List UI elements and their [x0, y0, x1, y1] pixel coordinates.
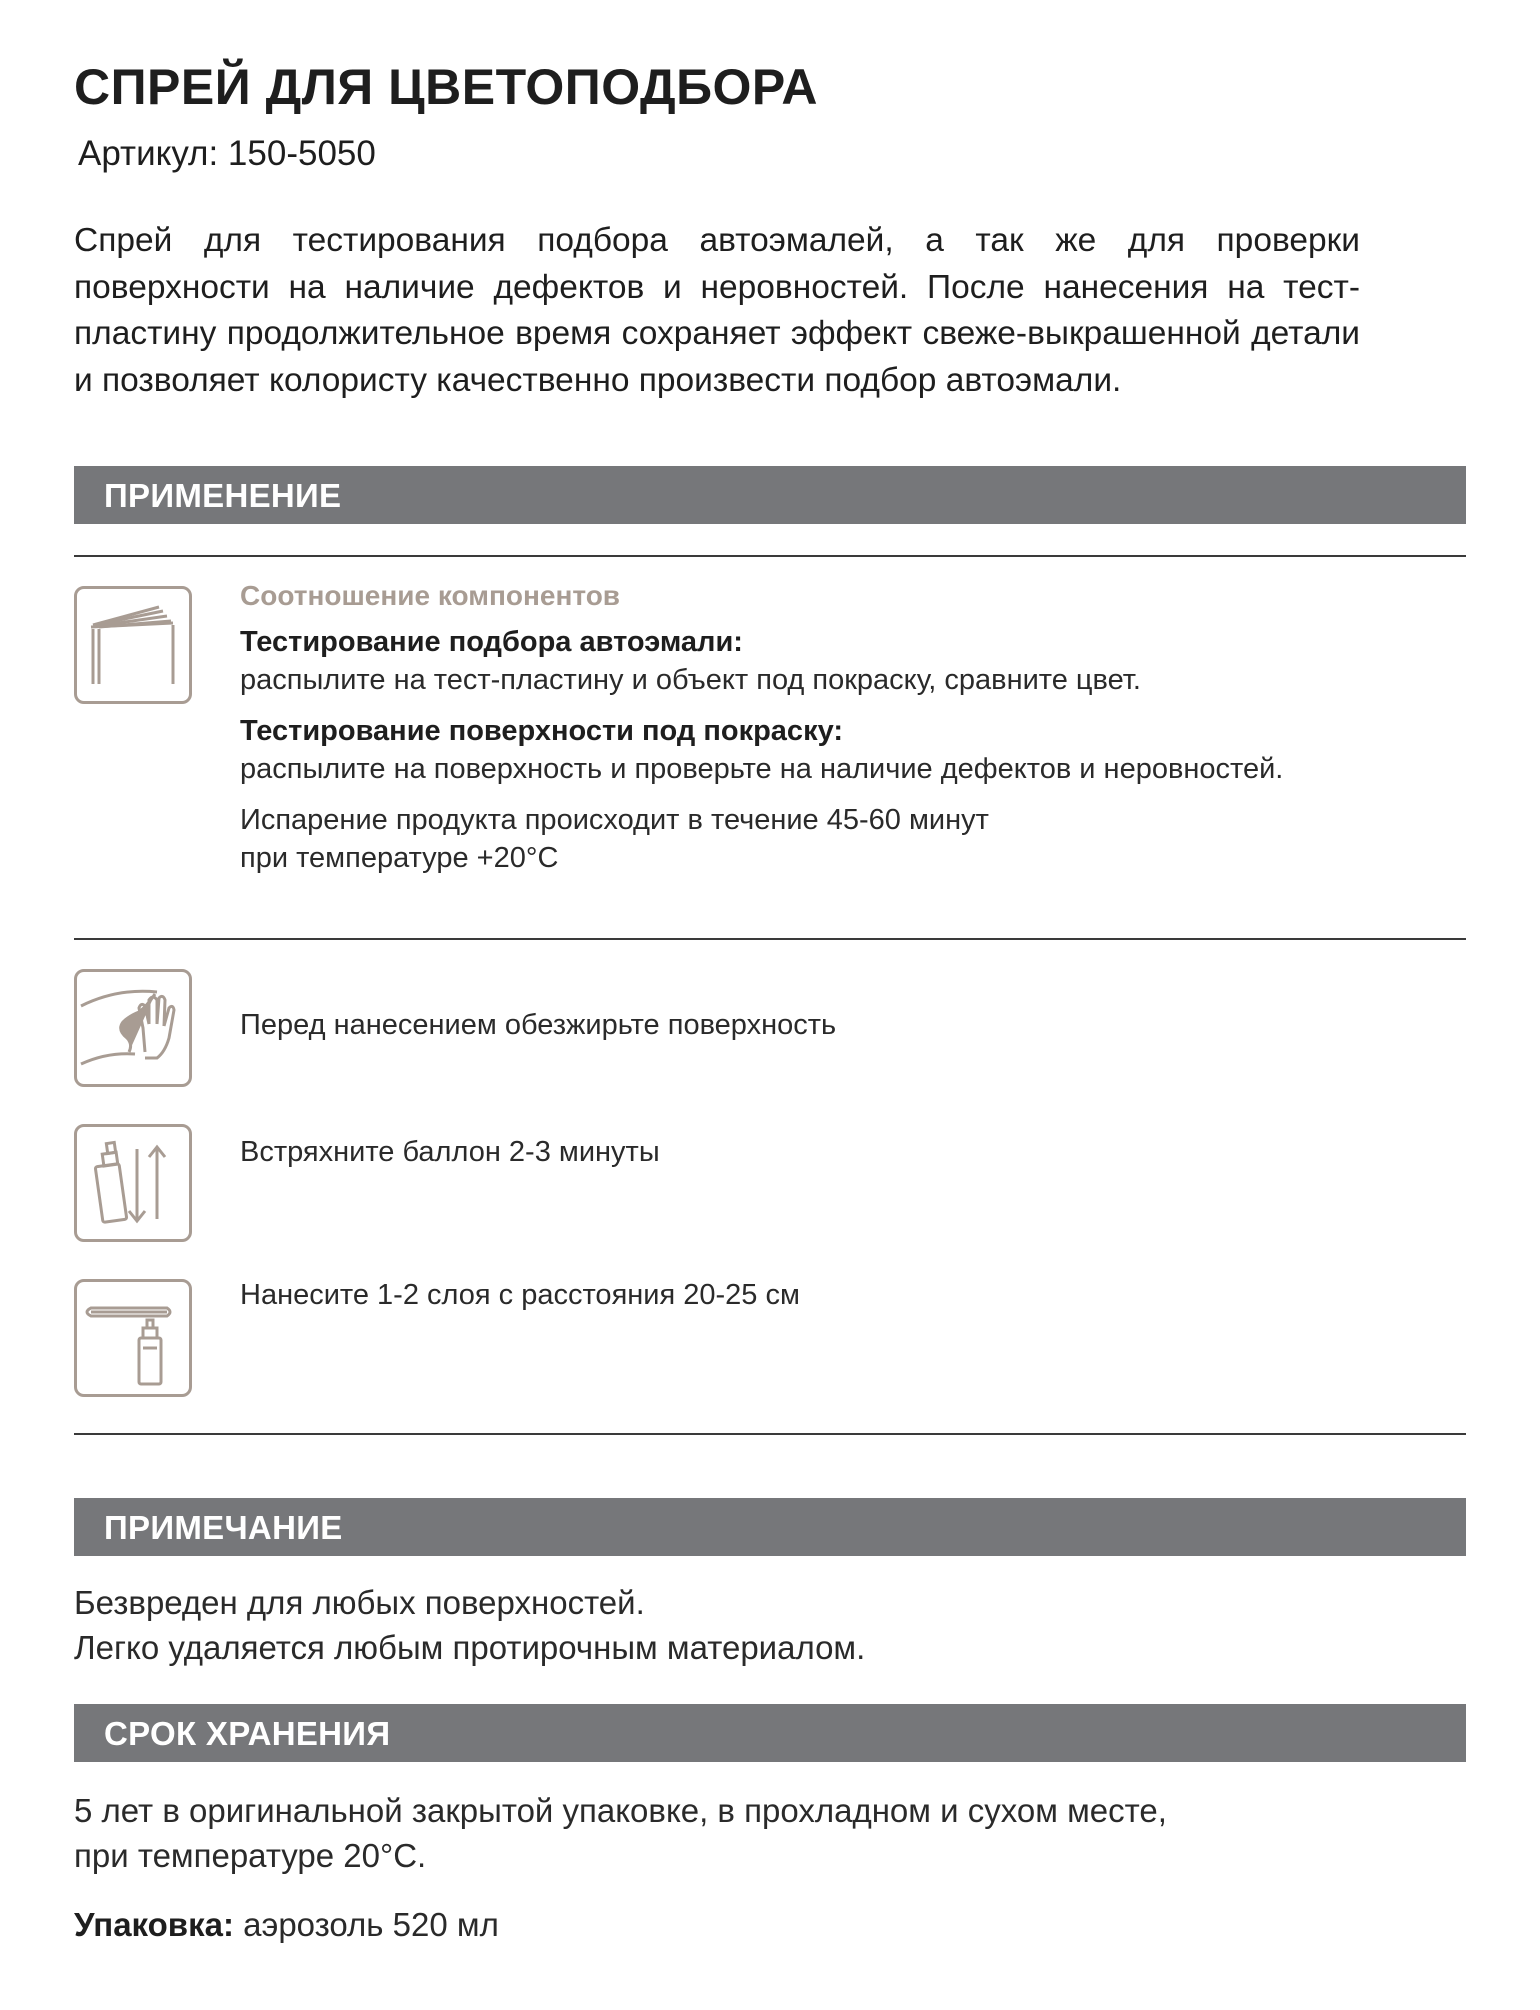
surface-test-title: Тестирование поверхности под покраску: — [240, 715, 843, 747]
packaging-info — [74, 1906, 499, 1944]
intro-paragraph: Спрей для тестирования подбора автоэмалей, а так же для проверки поверхности на наличие дефектов и неровностей. После нанесения на тест-пластину продолжительное время сохраняет эффект свеже-выкрашенной детали и позволяет колористу качественно произвести подбор автоэмали. — [74, 222, 1360, 399]
step-shake-text: Встряхните баллон 2-3 минуты — [240, 1136, 660, 1168]
book-icon — [74, 586, 192, 704]
note-line-1: Безвреден для любых поверхностей. — [74, 1584, 645, 1621]
ratio-block — [240, 580, 1460, 875]
spray-layers-icon — [74, 1279, 192, 1397]
evaporation-line-1: Испарение продукта происходит в течение 45-60 минут — [240, 804, 989, 836]
page-title: СПРЕЙ ДЛЯ ЦВЕТОПОДБОРА — [74, 59, 818, 115]
storage-line-1: 5 лет в оригинальной закрытой упаковке, в прохладном и сухом месте, — [74, 1792, 1167, 1829]
section-header-note: ПРИМЕЧАНИЕ — [74, 1498, 1466, 1556]
evaporation-line-2: при температуре +20°С — [240, 842, 559, 874]
step-degrease-text: Перед нанесением обезжирьте поверхность — [240, 1009, 837, 1041]
step-spray-text: Нанесите 1-2 слоя с расстояния 20-25 см — [240, 1279, 800, 1311]
ratio-subheading: Соотношение компонентов — [240, 580, 621, 611]
packaging-label: Упаковка: — [74, 1906, 234, 1943]
color-test-text: распылите на тест-пластину и объект под покраску, сравните цвет. — [240, 664, 1141, 696]
degrease-surface-icon — [74, 969, 192, 1087]
divider — [74, 555, 1466, 557]
surface-test-text: распылите на поверхность и проверьте на наличие дефектов и неровностей. — [240, 753, 1284, 785]
shake-can-icon — [74, 1124, 192, 1242]
section-header-application: ПРИМЕНЕНИЕ — [74, 466, 1466, 524]
divider — [74, 938, 1466, 940]
packaging-value: аэрозоль 520 мл — [243, 1906, 499, 1943]
color-test-title: Тестирование подбора автоэмали: — [240, 626, 743, 658]
note-line-2: Легко удаляется любым протирочным материалом. — [74, 1629, 866, 1666]
sku-label: Артикул: 150-5050 — [78, 134, 376, 173]
storage-line-2: при температуре 20°С. — [74, 1837, 427, 1874]
divider — [74, 1433, 1466, 1435]
section-header-storage: СРОК ХРАНЕНИЯ — [74, 1704, 1466, 1762]
